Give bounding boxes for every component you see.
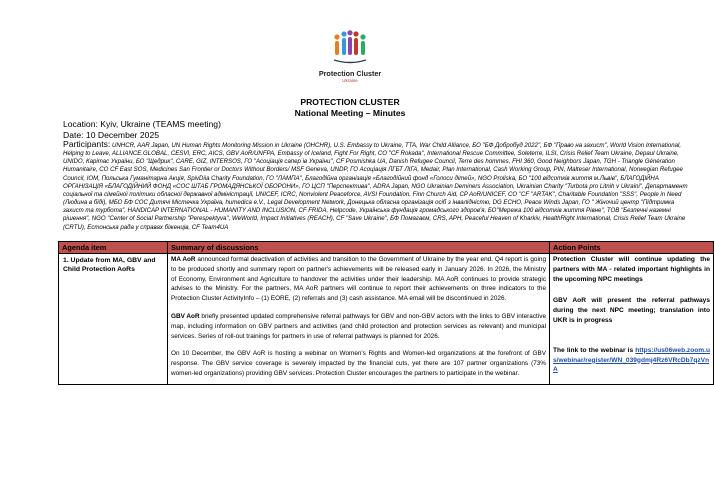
participants-list — [63, 140, 693, 232]
action-point-webinar — [553, 346, 710, 375]
agenda-item-cell: 1. Update from MA, GBV and Child Protection AoRs — [59, 254, 168, 385]
participants-text: UNHCR, AAR Japan, UN Human Rights Monitoring Mission in Ukraine (OHCHR), U.S. Embassy to Ukraine, TTA, War Child Alliance, БО "БФ Добробуд 2022", БФ "Право на захист", World Vision International, Helping to Leave, ALLIANCE.GLOBAL, CESVI, ERC, AICS, GBV AoR/UNFPA, Embassy of Iceland, Fight For Right, CO "CF Rokada", International Rescue Committee, Soleterre, ILSI, Crisis Relief Team Ukraine, Depaul Ukraine, UNIDO, Карітас України, БО "Щедрик", CARE, GIZ, INTERSOS, ГО "Асоціація сапер ів України", CF Posmishka UA, Danish Refugee Council, Terre des hommes, FHI 360, Good Neighbors Japan, TGH - Triangle Génération Humanitaire, CO CF East SOS, Medicines San Frontier or Doctors Without Borders/ MSF Geneva, UNDP, ГО Асоціація ЛГБТ ЛІГА, Medair, Plan International, Cash Working Group, PIN, Malteser International, Norwegian Refugee Council, IOM, Польська Гуманітарна Акція, SpivDiia Charity Foundation, ГО "ЛАМПА", Благодійна організація «Благодійний фонд «Голоси дітей», NGO Proliska, БО "100 відсотків життя м.Львів", БЛАГОДІЙНА ОРГАНІЗАЦІЯ «БЛАГОДІЙНИЙ ФОНД «СОС ШТАБ ГРОМАДЯНСЬКОЇ ОБОРОНИ», ГО ЦСП "Перспектива", ADRA Japan, NGO Ukrainian Deminers Association, Ukrainian Charity "Turbota pro Litnih v Ukraini", Департамент соціальної та сімейної політики обласної державної адміністрації, UNICEF, ICRC, Nonviolent Peaceforce, AVSI Foundation, Finn Church Aid, CP AoR/UNICEF, CO "CF "ARTAK", Charitable Foundation "SSS", People in Need (Людина в біді), МБО БФ СОС Дитячі Містечка Україна, humedica e.V., Legal Development Network, Донецька обласна організація осіб з інвалідністю, DG ECHO, Peace Winds Japan, ГО " Жіночий центр "Підтримка захист та турбота", HANDICAP INTERNATIONAL - HUMANITY AND INCLUSION, CF FRIDA, Helpcode, Українська фундація громадського здоров'я, БО"Мережа 100 відсотків життя Рівне", ТОВ "Безпечні наземні рішення", NGO "Center of Social Partnership "Perespektyva", WeWorld, Impact Initiatives (REACH), CF "Save Ukraine", БФ Помагаєм, CRS, APH, Peaceful Heaven of Kharkiv, HealthRight International, Crisis Relief Team Ukraine (CRTU), Естонська рада у справах біженців, CF Team4UA — [63, 142, 688, 231]
summary-paragraph-ma — [171, 255, 546, 304]
header-action-points: Action Points — [550, 242, 714, 254]
summary-cell — [168, 254, 550, 385]
logo-title: Protection Cluster — [318, 69, 382, 78]
table-header-row — [59, 242, 714, 254]
header-agenda-item: Agenda item — [59, 242, 168, 254]
action-point-gbv: GBV AoR will present the referral pathways during the next NPC meeting; translation into UKR is in progress — [553, 297, 710, 324]
protection-cluster-logo — [318, 30, 382, 100]
action-point-ma: Protection Cluster will continue updating the partners with MA - related important highlights in the upcoming NPC meetings — [553, 256, 710, 283]
document-title: PROTECTION CLUSTER — [300, 97, 400, 107]
minutes-table — [58, 241, 714, 385]
gbv-aor-text: briefly presented updated comprehensive referral pathways for GBV and non-GBV actors with the links to GBV interactive map, including information on GBV partners and activities (and child protection and protection services as relevant) and municipal services. Series of roll-out trainings for partners in use of referral pathways is planned for 2026. — [171, 312, 546, 340]
action-points-cell — [550, 254, 714, 385]
table-row — [59, 254, 714, 385]
ma-aor-text: announced formal deactivation of activities and transition to the Government of Ukraine by the year end. Q4 report is going to be produced shortly and summary report on partner's achievements will be released early in January 2026. In 2026, the Ministry of Economy, Environment and Agriculture to handover the activities under their leadership. MA AoR continues to provide strategic advises to the Ministry. For the partners, MA AoR partners will continue to report their achievements on three indicators to the Protection Cluster ActivityInfo – (1) EORE, (2) referrals and (3) cash assistance. MA email will be discontinued in 2026. — [171, 256, 546, 303]
people-figures-icon — [330, 30, 370, 68]
ma-aor-label: MA AoR — [171, 256, 196, 263]
logo-subtitle: Ukraine — [342, 78, 358, 83]
document-subtitle: National Meeting – Minutes — [294, 108, 406, 118]
summary-paragraph-gbv — [171, 312, 546, 341]
meeting-location: Location: Kyiv, Ukraine (TEAMS meeting) — [63, 119, 221, 129]
meeting-date: Date: 10 December 2025 — [63, 130, 160, 140]
gbv-aor-label: GBV AoR — [171, 312, 200, 320]
summary-paragraph-webinar: On 10 December, the GBV AoR is hosting a webinar on Women's Rights and Women-led organizations at the forefront of GBV response. The GBV service coverage is severely impacted by the financial cuts, yet there are 107 partner organizations (73% women-led organizations) providing GBV services. Protection Cluster encourages the partners to participate in the webinar. — [171, 350, 546, 377]
participants-label: Participants: — [63, 139, 111, 149]
webinar-link-label: The link to the webinar is — [553, 346, 636, 354]
header-summary: Summary of discussions — [168, 242, 550, 254]
webinar-link[interactable]: https://us06web.zoom.us/webinar/register/WN_039gdmj4Rz6VRcDb7qzVnA — [553, 346, 710, 374]
